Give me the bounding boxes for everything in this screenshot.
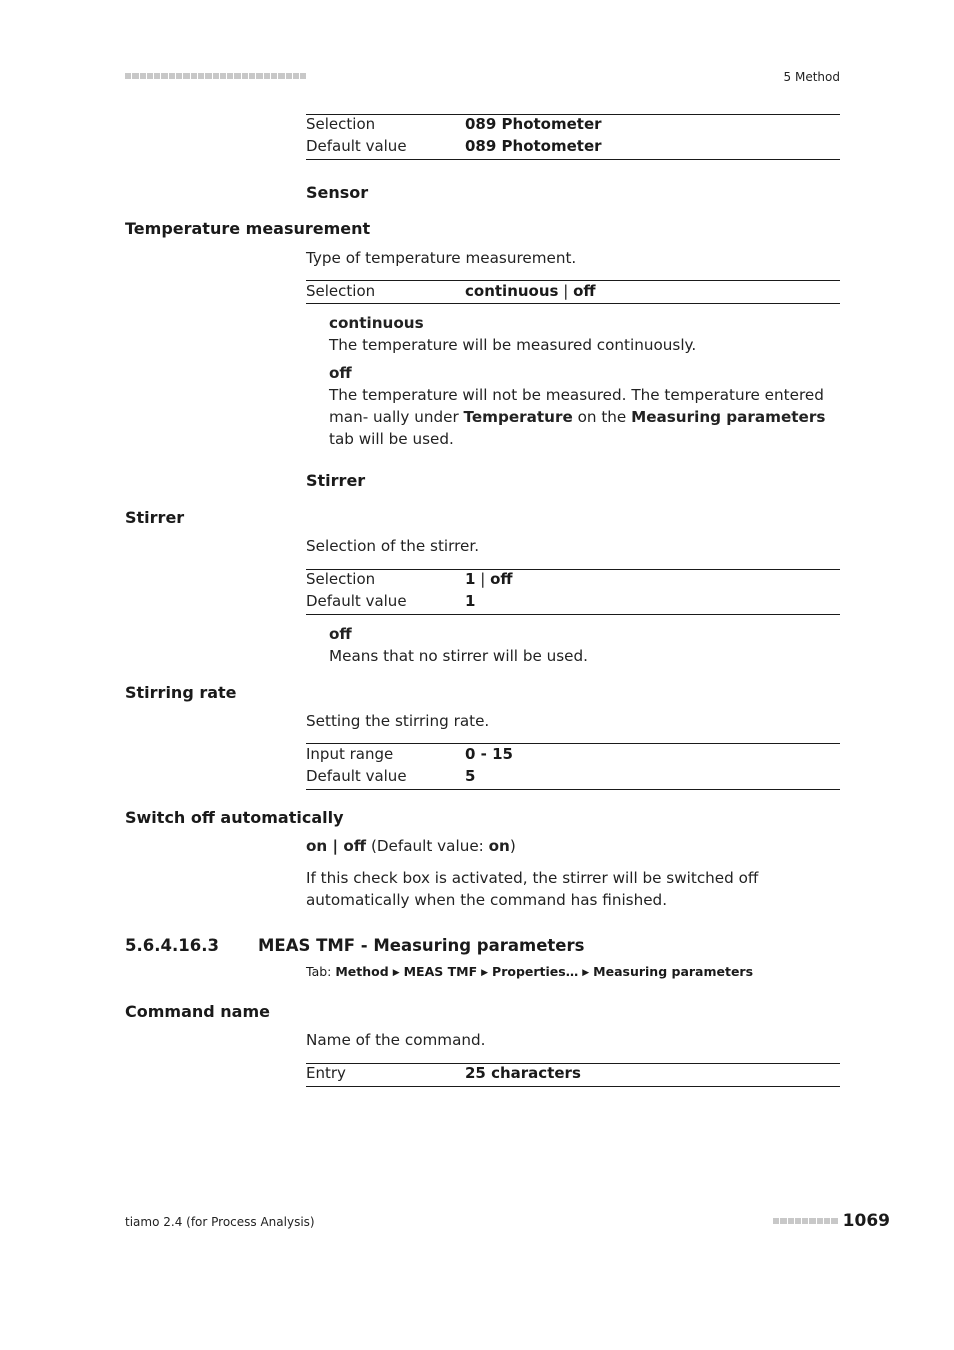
option-title: continuous [329, 314, 424, 332]
heading-switch-off-automatically: Switch off automatically [125, 808, 344, 827]
table-rule [306, 789, 840, 790]
table-row [306, 280, 596, 302]
heading-stirring-rate: Stirring rate [125, 683, 237, 702]
option-block [329, 623, 841, 667]
table-value: 1 [465, 592, 476, 610]
header-decoration [125, 73, 306, 79]
breadcrumb-item: Measuring parameters [593, 964, 754, 979]
table-value: 0 - 15 [465, 745, 513, 763]
triangle-right-icon: ▶ [392, 968, 400, 978]
text-run: tab will be used. [329, 430, 454, 448]
footer-decoration [773, 1218, 838, 1224]
breadcrumb-item: Properties… [492, 964, 579, 979]
table-key: Default value [306, 137, 407, 155]
table-rule [306, 1086, 840, 1087]
option-description [329, 384, 841, 450]
option-value: off [490, 570, 513, 588]
table-key: Selection [306, 570, 376, 588]
table-row [306, 743, 513, 765]
checkbox-values [306, 835, 840, 857]
text-run: The temperature will not be measured. The temperature entered man- ually under [329, 386, 824, 426]
table-row [306, 590, 475, 612]
table-key: Default value [306, 592, 407, 610]
option-description: The temperature will be measured continuously. [329, 336, 697, 354]
section-number: 5.6.4.16.3 [125, 936, 219, 955]
values-bold: on | off [306, 837, 367, 855]
paragraph: Type of temperature measurement. [306, 249, 577, 267]
heading-stirrer: Stirrer [125, 508, 185, 527]
page-number: 1069 [842, 1211, 890, 1231]
option-value: off [573, 282, 596, 300]
table-row [306, 135, 602, 157]
section-title: MEAS TMF - Measuring parameters [258, 936, 585, 955]
table-key: Selection [306, 115, 376, 133]
table-row [306, 765, 475, 787]
separator: | [480, 570, 486, 588]
option-value: 1 [465, 570, 476, 588]
table-row [306, 1062, 581, 1084]
ui-term: Measuring parameters [631, 408, 826, 426]
table-key: Default value [306, 767, 407, 785]
table-value: 25 characters [465, 1064, 581, 1082]
footer-product: tiamo 2.4 (for Process Analysis) [125, 1215, 315, 1229]
table-rule [306, 303, 840, 304]
breadcrumb-label: Tab: [306, 964, 332, 979]
header-section: 5 Method [783, 70, 840, 84]
paragraph: If this check box is activated, the stirrer will be switched off automatically when the command has finished. [306, 869, 759, 909]
option-title: off [329, 364, 352, 382]
heading-command-name: Command name [125, 1002, 270, 1021]
option-title: off [329, 625, 352, 643]
paragraph: Selection of the stirrer. [306, 537, 480, 555]
option-block [329, 362, 841, 450]
default-value: on [488, 837, 510, 855]
separator: | [563, 282, 569, 300]
default-prefix: (Default value: [370, 837, 484, 855]
ui-term: Temperature [463, 408, 573, 426]
table-value: 089 Photometer [465, 137, 602, 155]
subheading-stirrer: Stirrer [306, 471, 366, 490]
table-key: Input range [306, 745, 394, 763]
table-row [306, 113, 602, 135]
breadcrumb-item: Method [335, 964, 389, 979]
paragraph: Setting the stirring rate. [306, 712, 490, 730]
option-value: continuous [465, 282, 559, 300]
table-rule [306, 614, 840, 615]
triangle-right-icon: ▶ [481, 968, 489, 978]
heading-temperature-measurement: Temperature measurement [125, 219, 371, 238]
text-run: on the [577, 408, 627, 426]
table-key: Selection [306, 282, 376, 300]
table-value: 5 [465, 767, 476, 785]
option-block [329, 312, 841, 356]
subheading-sensor: Sensor [306, 183, 369, 202]
table-value: 089 Photometer [465, 115, 602, 133]
table-row [306, 568, 513, 590]
option-description: Means that no stirrer will be used. [329, 647, 588, 665]
table-key: Entry [306, 1064, 346, 1082]
breadcrumb-item: MEAS TMF [403, 964, 478, 979]
triangle-right-icon: ▶ [582, 968, 590, 978]
breadcrumb [306, 964, 753, 979]
default-suffix: ) [509, 837, 516, 855]
table-rule [306, 159, 840, 160]
paragraph: Name of the command. [306, 1031, 486, 1049]
